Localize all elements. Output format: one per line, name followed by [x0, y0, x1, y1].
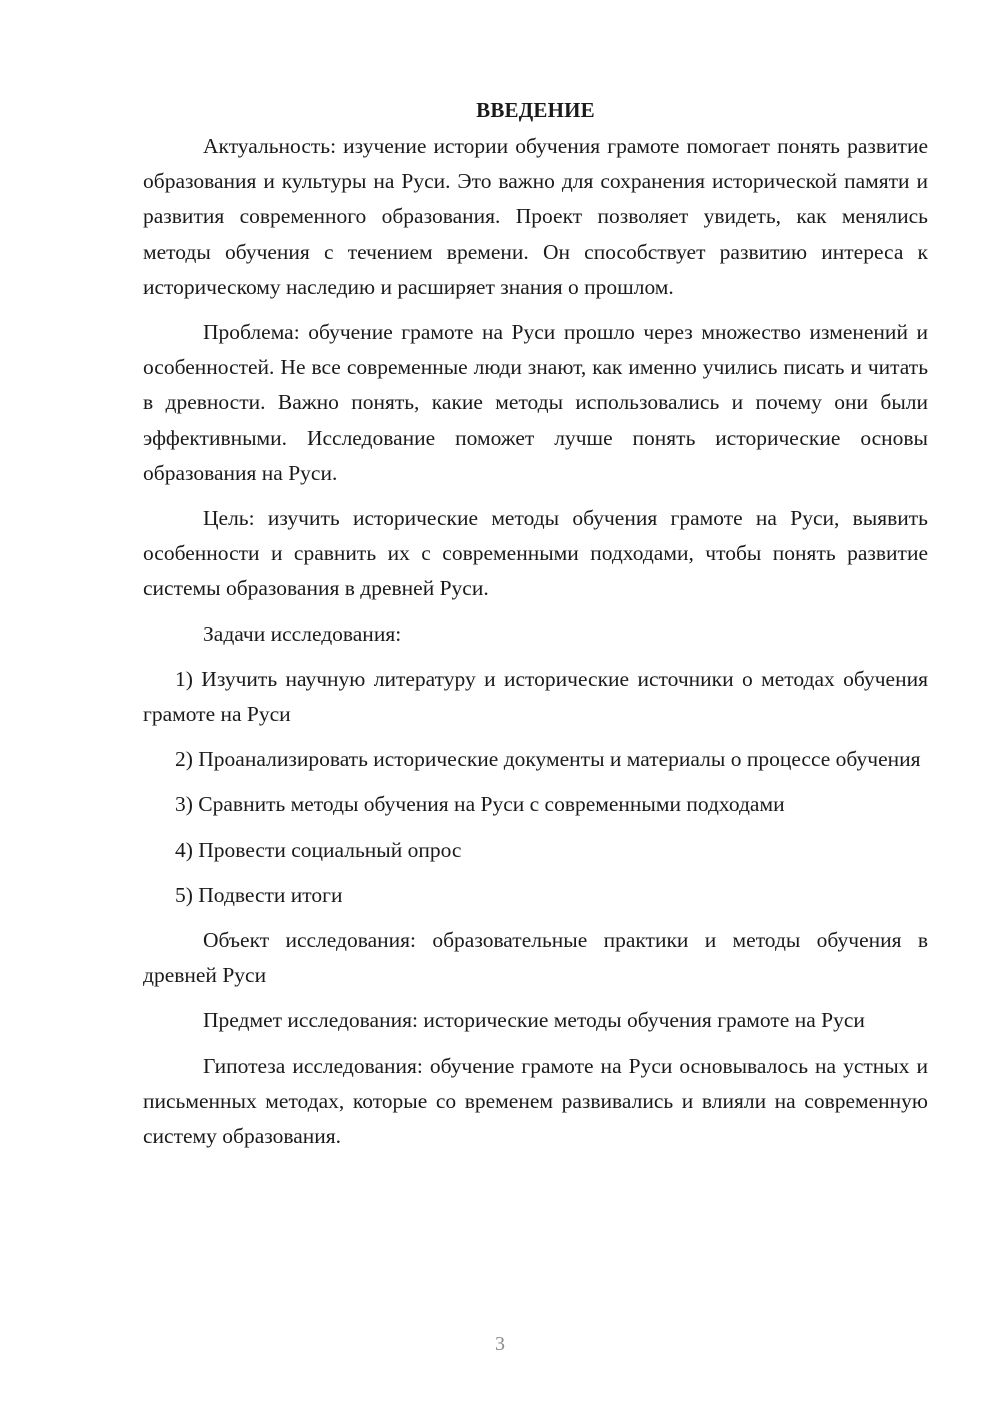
- task-item-1: 1) Изучить научную литературу и исторические источники о методах обучения грамоте на Руси: [143, 666, 928, 727]
- tasks-heading: Задачи исследования:: [203, 621, 402, 646]
- page-number: 3: [495, 1333, 505, 1355]
- task-item-3: 3) Сравнить методы обучения на Руси с современными подходами: [175, 792, 785, 817]
- subject-paragraph: Предмет исследования: исторические методы обучения грамоте на Руси: [203, 1008, 865, 1033]
- task-item-4: 4) Провести социальный опрос: [175, 837, 462, 862]
- hypothesis-paragraph: Гипотеза исследования: обучение грамоте на Руси основывалось на устных и письменных методах, которые со временем развивались и влияли на современную систему образования.: [143, 1053, 928, 1149]
- relevance-paragraph: Актуальность: изучение истории обучения грамоте помогает понять развитие образования и культуры на Руси. Это важно для сохранения исторической памяти и развития современного образования. Проект позволяет увидеть, как менялись методы обучения с течением времени. Он способствует развитию интереса к историческому наследию и расширяет знания о прошлом.: [143, 134, 928, 299]
- section-title: ВВЕДЕНИЕ: [476, 98, 595, 122]
- task-item-5: 5) Подвести итоги: [175, 882, 343, 907]
- object-paragraph: Объект исследования: образовательные практики и методы обучения в древней Руси: [143, 928, 928, 988]
- document-page: [143, 93, 928, 1154]
- task-item-2: 2) Проанализировать исторические документы и материалы о процессе обучения: [175, 747, 921, 772]
- goal-paragraph: Цель: изучить исторические методы обучения грамоте на Руси, выявить особенности и сравнить их с современными подходами, чтобы понять развитие системы образования в древней Руси.: [143, 506, 928, 601]
- problem-paragraph: Проблема: обучение грамоте на Руси прошло через множество изменений и особенностей. Не все современные люди знают, как именно учились писать и читать в древности. Важно понять, какие методы использовались и почему они были эффективными. Исследование поможет лучше понять исторические основы образования на Руси.: [143, 320, 928, 485]
